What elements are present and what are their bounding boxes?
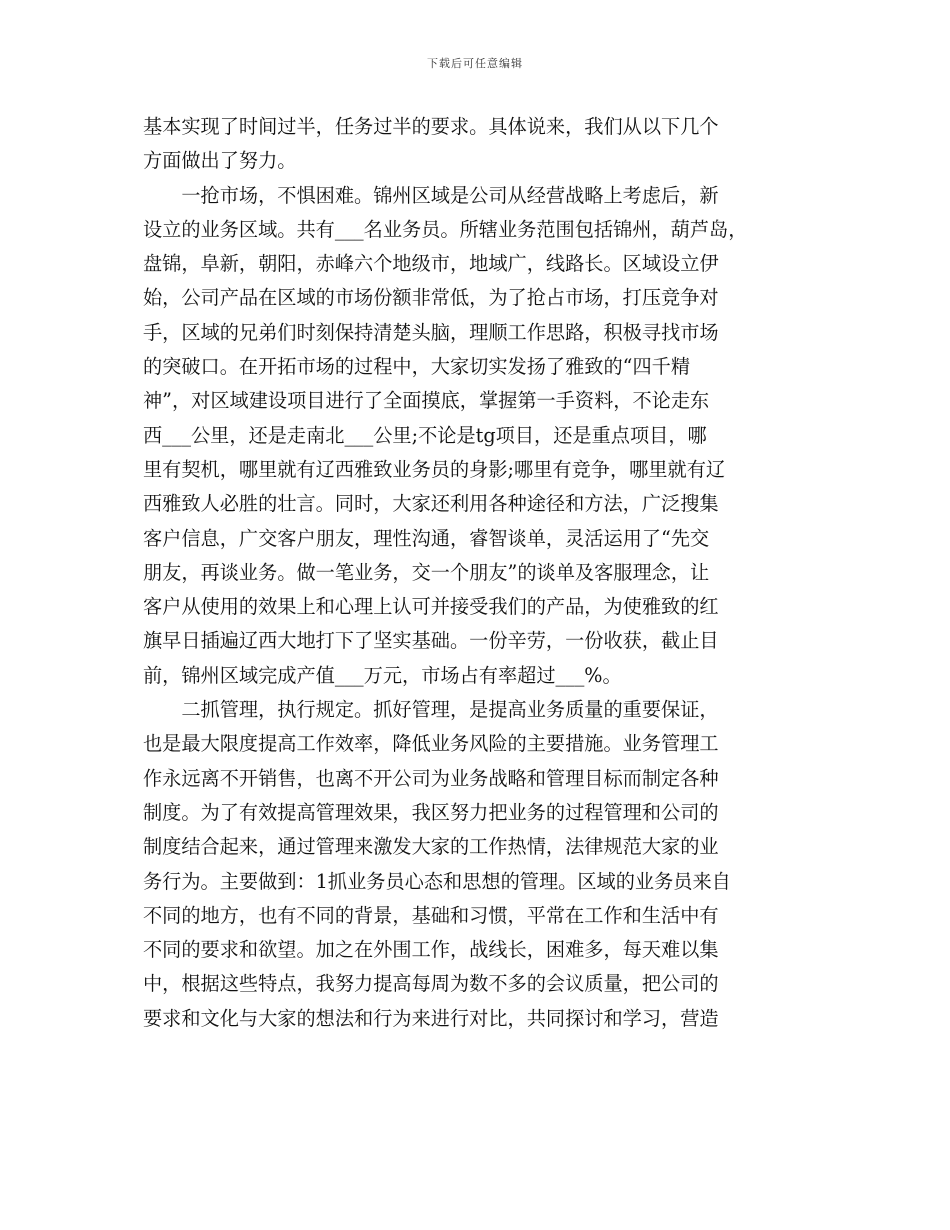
text-line: 的突破口。在开拓市场的过程中，大家切实发扬了雅致的“四千精 bbox=[143, 355, 691, 379]
page-header: 下载后可任意编辑 bbox=[427, 57, 523, 70]
text-line: 务行为。主要做到：1抓业务员心态和思想的管理。区域的业务员来自 bbox=[143, 869, 731, 893]
text-line: 制度结合起来，通过管理来激发大家的工作热情，法律规范大家的业 bbox=[143, 835, 719, 859]
text-line: 里有契机，哪里就有辽西雅致业务员的身影;哪里有竞争，哪里就有辽 bbox=[143, 457, 726, 481]
text-line: 基本实现了时间过半，任务过半的要求。具体说来，我们从以下几个 bbox=[143, 115, 719, 138]
text-line: 神”，对区域建设项目进行了全面摸底，掌握第一手资料，不论走东 bbox=[143, 389, 710, 413]
text-line: 制度。为了有效提高管理效果，我区努力把业务的过程管理和公司的 bbox=[143, 800, 719, 824]
text-line: 要求和文化与大家的想法和行为来进行对比，共同探讨和学习，营造 bbox=[143, 1006, 719, 1030]
text-line: 前，锦州区域完成产值___万元，市场占有率超过___%。 bbox=[143, 663, 622, 687]
text-line: 也是最大限度提高工作效率，降低业务风险的主要措施。业务管理工 bbox=[143, 732, 719, 756]
text-line: 客户从使用的效果上和心理上认可并接受我们的产品，为使雅致的红 bbox=[143, 595, 719, 619]
text-line: 一抢市场，不惧困难。锦州区域是公司从经营战略上考虑后，新 bbox=[143, 183, 719, 207]
text-line: 设立的业务区域。共有___名业务员。所辖业务范围包括锦州，葫芦岛， bbox=[143, 217, 748, 241]
text-line: 手，区域的兄弟们时刻保持清楚头脑，理顺工作思路，积极寻找市场 bbox=[143, 320, 719, 344]
text-line: 不同的要求和欲望。加之在外围工作，战线长，困难多，每天难以集 bbox=[143, 938, 719, 962]
text-line: 盘锦，阜新，朝阳，赤峰六个地级市，地域广，线路长。区域设立伊 bbox=[143, 252, 719, 276]
text-line: 作永远离不开销售，也离不开公司为业务战略和管理目标而制定各种 bbox=[143, 766, 719, 790]
body-text bbox=[143, 110, 808, 1036]
text-line: 不同的地方，也有不同的背景，基础和习惯，平常在工作和生活中有 bbox=[143, 903, 719, 927]
text-line: 西___公里，还是走南北___公里;不论是tg项目，还是重点项目，哪 bbox=[143, 423, 707, 447]
text-line: 二抓管理，执行规定。抓好管理，是提高业务质量的重要保证， bbox=[143, 698, 719, 722]
text-line: 客户信息，广交客户朋友，理性沟通，睿智谈单，灵活运用了“先交 bbox=[143, 526, 710, 550]
text-line: 中，根据这些特点，我努力提高每周为数不多的会议质量，把公司的 bbox=[143, 972, 719, 996]
text-line: 方面做出了努力。 bbox=[143, 149, 297, 173]
text-line: 朋友，再谈业务。做一笔业务，交一个朋友”的谈单及客服理念，让 bbox=[143, 560, 710, 584]
text-line: 始，公司产品在区域的市场份额非常低，为了抢占市场，打压竞争对 bbox=[143, 286, 719, 310]
text-line: 旗早日插遍辽西大地打下了坚实基础。一份辛劳，一份收获，截止目 bbox=[143, 629, 719, 653]
text-line: 西雅致人必胜的壮言。同时，大家还利用各种途径和方法，广泛搜集 bbox=[143, 492, 719, 516]
